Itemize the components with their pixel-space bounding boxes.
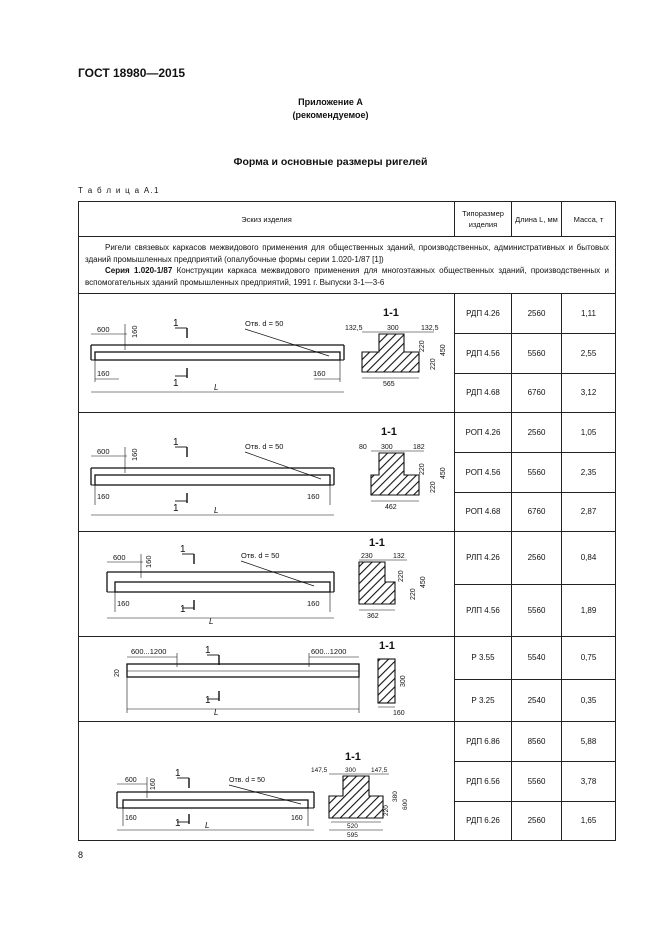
dim-end-right: 160: [291, 815, 303, 822]
length-label: L: [209, 617, 214, 626]
sec-w-bottom-1: 520: [347, 823, 358, 830]
cell-mass: 1,11: [562, 294, 616, 334]
cell-type: РДП 4.68: [455, 373, 512, 412]
sketch-rdp6: [79, 722, 455, 840]
sketch-cell-rdp4: [79, 294, 455, 413]
dimensions-table: [78, 201, 616, 841]
hole-label: Отв. d = 50: [245, 442, 284, 451]
sec-w-right: 132: [393, 553, 405, 560]
dim-160: 160: [130, 448, 139, 461]
cell-mass: 1,89: [562, 584, 616, 637]
sketch-cell-rdp6: [79, 722, 455, 841]
cut-mark-bottom: 1: [180, 604, 186, 615]
col-header-type: Типоразмер изделия: [455, 202, 512, 237]
dim-right: 600...1200: [311, 647, 347, 656]
series-label: Серия 1.020-1/87: [105, 266, 173, 275]
col-header-length: Длина L, мм: [512, 202, 562, 237]
sec-w-left: 80: [359, 444, 367, 451]
appendix-heading: [0, 96, 661, 122]
table-row: [79, 637, 616, 680]
cell-type: РЛП 4.26: [455, 532, 512, 585]
length-label: L: [214, 506, 219, 515]
sec-h-220a: 220: [410, 588, 417, 600]
sec-h-450: 450: [440, 467, 447, 479]
dim-end-left: 160: [97, 492, 110, 501]
cut-mark-bottom: 1: [173, 378, 179, 389]
document-code: ГОСТ 18980—2015: [78, 66, 186, 80]
hole-label: Отв. d = 50: [229, 777, 265, 784]
sec-w-left: 132,5: [345, 325, 363, 332]
cell-length: 2560: [512, 294, 562, 334]
sec-h-450: 450: [440, 344, 447, 356]
cut-mark-top: 1: [173, 318, 179, 329]
table-header-row: [79, 202, 616, 237]
cell-mass: 0,75: [562, 637, 616, 680]
sec-w-bottom-2: 595: [347, 832, 358, 839]
sec-w-right: 147,5: [371, 767, 388, 774]
dim-end-right: 160: [307, 492, 320, 501]
sketch-cell-rop4: [79, 413, 455, 532]
sec-w-left: 230: [361, 553, 373, 560]
sketch-rop4: [79, 413, 455, 531]
section-title: Форма и основные размеры ригелей: [233, 156, 428, 168]
col-header-sketch: Эскиз изделия: [79, 202, 455, 237]
dim-600: 600: [113, 553, 126, 562]
section-label: 1-1: [369, 537, 385, 549]
dim-160: 160: [130, 325, 139, 338]
sec-h-300: 300: [400, 675, 407, 687]
length-label: L: [214, 383, 219, 392]
sec-w-right: 132,5: [421, 325, 439, 332]
cell-mass: 2,35: [562, 453, 616, 492]
sec-w-bottom: 160: [393, 710, 405, 717]
cell-length: 5560: [512, 453, 562, 492]
sec-w-bottom: 462: [385, 504, 397, 511]
cell-mass: 2,55: [562, 334, 616, 373]
sec-w-bottom: 565: [383, 381, 395, 388]
cell-type: РДП 4.56: [455, 334, 512, 373]
section-label: 1-1: [383, 307, 399, 319]
table-caption: Т а б л и ц а А.1: [78, 186, 160, 195]
dim-160: 160: [144, 555, 153, 568]
section-label: 1-1: [381, 426, 397, 438]
section-label: 1-1: [345, 751, 361, 763]
cell-type: РДП 4.26: [455, 294, 512, 334]
section-label: 1-1: [379, 640, 395, 652]
series-description: Конструкции каркаса межвидового применения для многоэтажных общественных зданий, производственных и вспомогательных зданий промышленных предприятий, 1991 г. Выпуски 3-1—3-6: [85, 266, 609, 287]
cell-type: Р 3.25: [455, 679, 512, 722]
cell-type: РОП 4.68: [455, 492, 512, 531]
table-row: [79, 532, 616, 585]
dim-end-right: 160: [307, 599, 320, 608]
cell-mass: 3,12: [562, 373, 616, 412]
table-row: [79, 722, 616, 762]
cell-mass: 1,65: [562, 801, 616, 840]
cell-mass: 2,87: [562, 492, 616, 531]
cut-mark-top: 1: [175, 768, 181, 779]
cell-type: Р 3.55: [455, 637, 512, 680]
cell-type: РОП 4.56: [455, 453, 512, 492]
cell-length: 2560: [512, 801, 562, 840]
cell-type: РДП 6.56: [455, 762, 512, 801]
sec-h-220a: 220: [430, 358, 437, 370]
sec-w-mid: 300: [381, 444, 393, 451]
dim-end-left: 160: [97, 369, 110, 378]
hole-label: Отв. d = 50: [241, 551, 280, 560]
dim-600: 600: [125, 777, 137, 784]
length-label: L: [205, 821, 210, 830]
cell-mass: 1,05: [562, 413, 616, 453]
cell-length: 5560: [512, 334, 562, 373]
sec-w-bottom: 362: [367, 613, 379, 620]
dim-600: 600: [97, 325, 110, 334]
cell-mass: 3,78: [562, 762, 616, 801]
dim-end-right: 160: [313, 369, 326, 378]
cell-length: 5560: [512, 762, 562, 801]
dim-end-left: 160: [117, 599, 130, 608]
appendix-subtitle: (рекомендуемое): [292, 110, 369, 120]
sec-h-600: 600: [402, 799, 409, 810]
cell-length: 5560: [512, 584, 562, 637]
cell-length: 6760: [512, 492, 562, 531]
sec-w-right: 182: [413, 444, 425, 451]
dim-end-left: 160: [125, 815, 137, 822]
sec-h-220: 220: [383, 805, 390, 816]
sec-h-220b: 220: [419, 340, 426, 352]
sec-h-220b: 220: [419, 463, 426, 475]
cell-length: 2560: [512, 532, 562, 585]
cell-type: РОП 4.26: [455, 413, 512, 453]
sketch-cell-rlp4: [79, 532, 455, 637]
col-header-mass: Масса, т: [562, 202, 616, 237]
sec-h-380: 380: [392, 791, 399, 802]
sec-h-450: 450: [420, 576, 427, 588]
cut-mark-top: 1: [205, 645, 211, 656]
cell-mass: 0,84: [562, 532, 616, 585]
cell-type: РДП 6.86: [455, 722, 512, 762]
page-number: 8: [78, 850, 84, 860]
sec-w-left: 147,5: [311, 767, 328, 774]
hole-label: Отв. d = 50: [245, 319, 284, 328]
cut-mark-bottom: 1: [175, 818, 181, 829]
description-line-2: [85, 265, 609, 288]
cut-mark-top: 1: [173, 437, 179, 448]
cell-length: 6760: [512, 373, 562, 412]
sec-h-220b: 220: [398, 570, 405, 582]
sketch-rlp4: [79, 532, 455, 636]
cell-type: РЛП 4.56: [455, 584, 512, 637]
sketch-r3: [79, 637, 455, 721]
cell-length: 2540: [512, 679, 562, 722]
cut-mark-bottom: 1: [173, 503, 179, 514]
appendix-title: Приложение А: [298, 97, 363, 107]
sec-w-mid: 300: [345, 767, 356, 774]
cell-length: 5540: [512, 637, 562, 680]
dim-160: 160: [150, 778, 157, 790]
sec-w-mid: 300: [387, 325, 399, 332]
description-cell: [79, 237, 616, 294]
cut-mark-top: 1: [180, 544, 186, 555]
description-row: [79, 237, 616, 294]
cell-length: 2560: [512, 413, 562, 453]
cell-type: РДП 6.26: [455, 801, 512, 840]
description-line-1: Ригели связевых каркасов межвидового применения для общественных зданий, производственных, административных и бытовых зданий промышленных предприятий (опалубочные формы серии 1.020-1/87 [1]): [85, 243, 609, 264]
cell-length: 8560: [512, 722, 562, 762]
dim-20: 20: [114, 669, 121, 677]
cell-mass: 0,35: [562, 679, 616, 722]
dim-600: 600: [97, 447, 110, 456]
sketch-rdp4: [79, 294, 455, 412]
sec-h-220a: 220: [430, 481, 437, 493]
dim-left: 600...1200: [131, 647, 167, 656]
table-row: [79, 294, 616, 334]
cell-mass: 5,88: [562, 722, 616, 762]
length-label: L: [214, 708, 219, 717]
cut-mark-bottom: 1: [205, 695, 211, 706]
sketch-cell-r3: [79, 637, 455, 722]
table-row: [79, 413, 616, 453]
